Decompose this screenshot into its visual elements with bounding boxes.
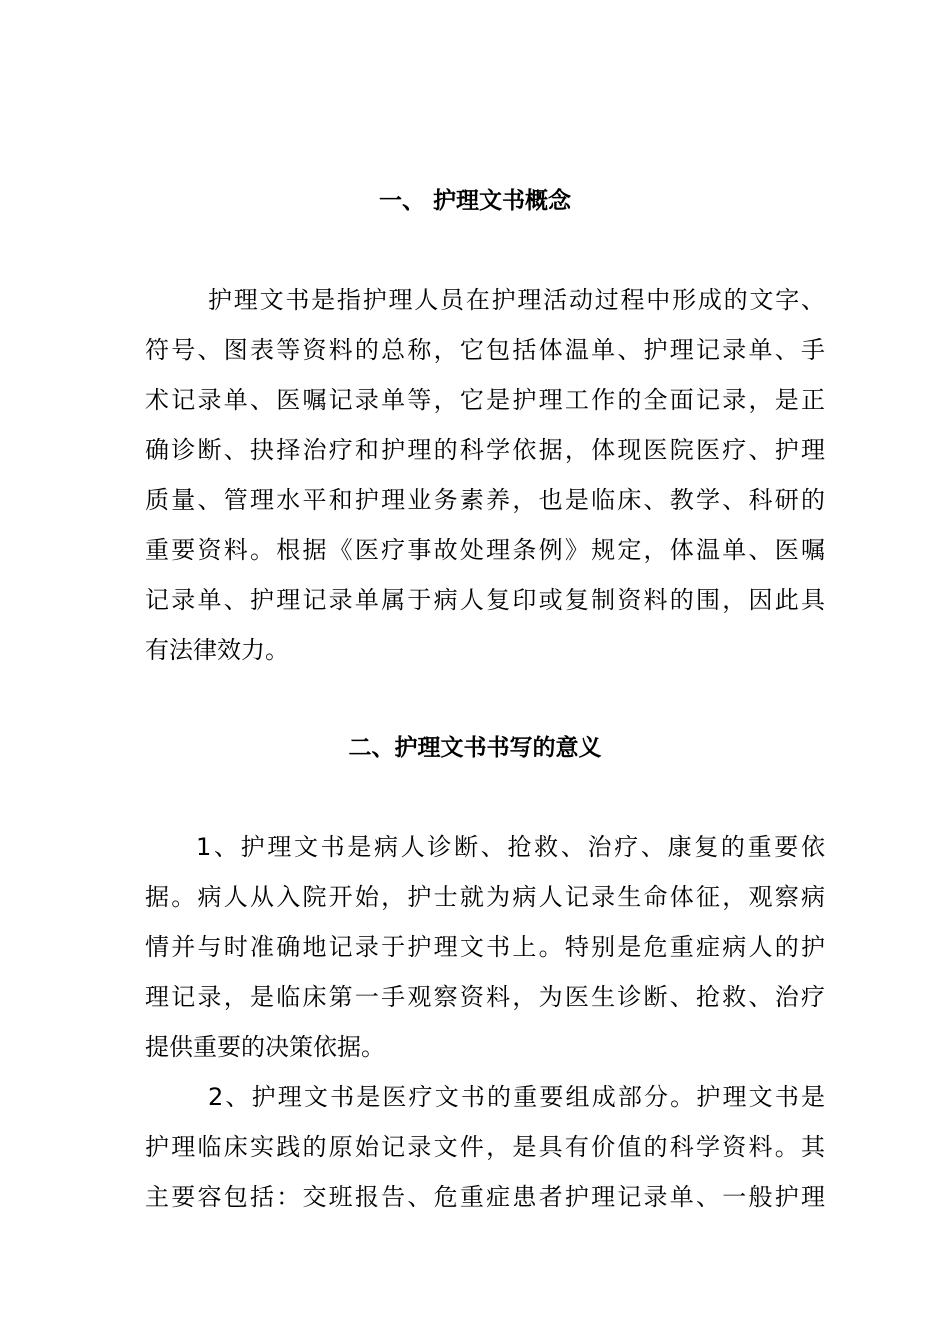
- paragraph-line: 护理文书是指护理人员在护理活动过程中形成的文字、: [208, 286, 825, 314]
- paragraph-line: 确诊断、抉择治疗和护理的科学依据，体现医院医疗、护理: [145, 436, 825, 464]
- paragraph-line: 提供重要的决策依据。: [145, 1033, 385, 1061]
- paragraph-line: 记录单、护理记录单属于病人复印或复制资料的围，因此具: [145, 586, 825, 614]
- paragraph-line: 2、护理文书是医疗文书的重要组成部分。护理文书是: [208, 1083, 825, 1111]
- paragraph-line: 质量、管理水平和护理业务素养，也是临床、教学、科研的: [145, 486, 825, 514]
- paragraph-line: 护理临床实践的原始记录文件，是具有价值的科学资料。其: [145, 1133, 825, 1161]
- paragraph-line: 理记录，是临床第一手观察资料，为医生诊断、抢救、治疗: [145, 983, 825, 1011]
- paragraph-line: 据。病人从入院开始，护士就为病人记录生命体征，观察病: [145, 883, 825, 911]
- paragraph-line: 1、护理文书是病人诊断、抢救、治疗、康复的重要依: [196, 833, 825, 861]
- section-2-heading: 二、护理文书书写的意义: [348, 735, 602, 761]
- paragraph-line: 情并与时准确地记录于护理文书上。特别是危重症病人的护: [145, 933, 825, 961]
- paragraph-line: 有法律效力。: [145, 636, 289, 664]
- section-1-heading: 一、 护理文书概念: [378, 188, 571, 214]
- paragraph-line: 重要资料。根据《医疗事故处理条例》规定，体温单、医嘱: [145, 536, 825, 564]
- paragraph-line: 符号、图表等资料的总称，它包括体温单、护理记录单、手: [145, 336, 825, 364]
- paragraph-line: 主要容包括：交班报告、危重症患者护理记录单、一般护理: [145, 1183, 825, 1211]
- paragraph-line: 术记录单、医嘱记录单等，它是护理工作的全面记录，是正: [145, 386, 825, 414]
